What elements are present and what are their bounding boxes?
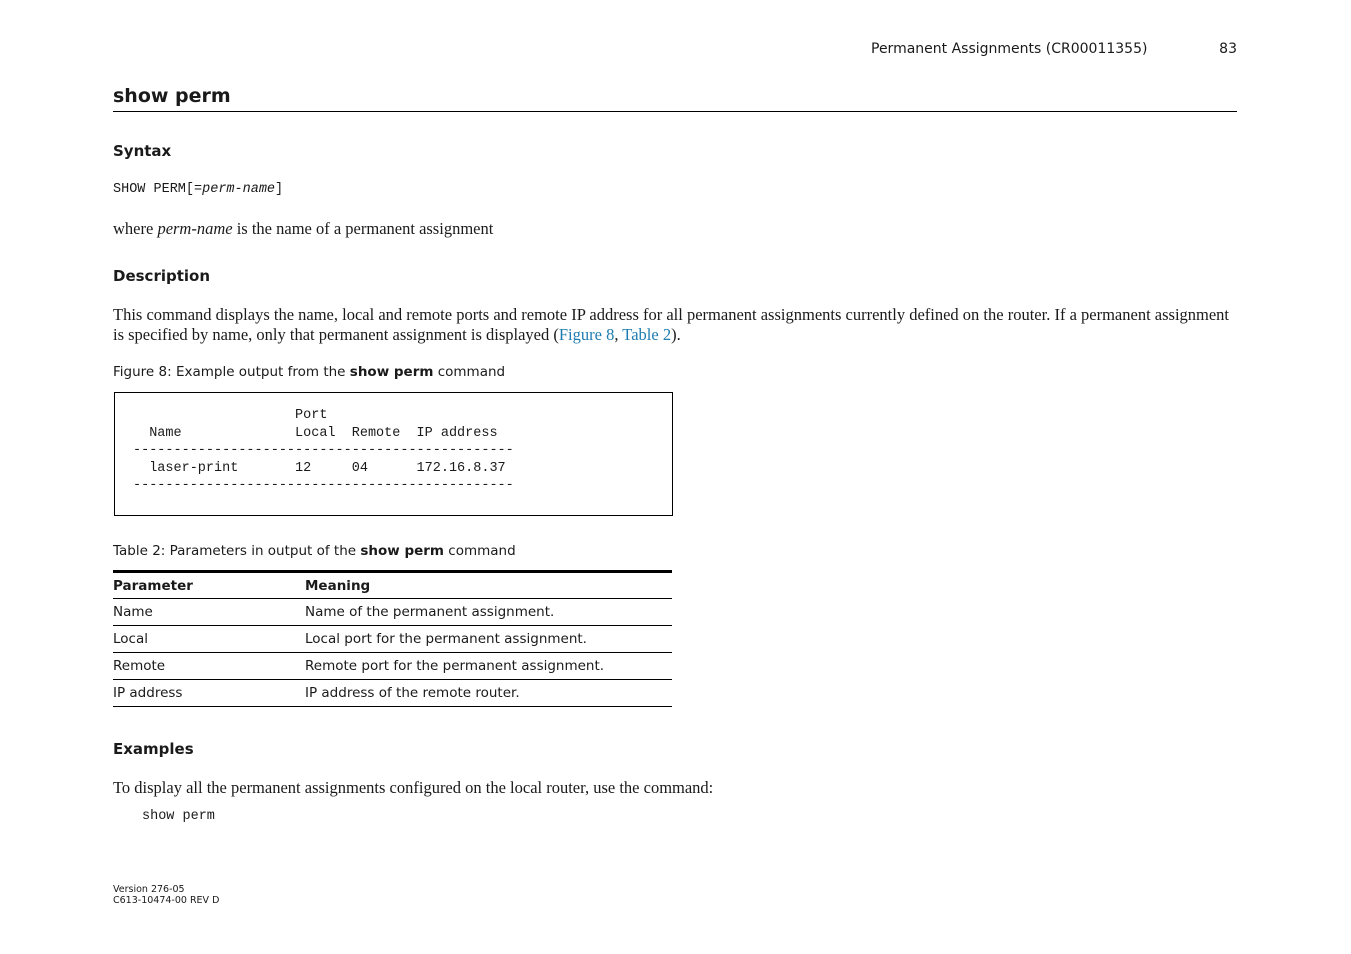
description-text-1: This command displays the name, local and remote ports and remote IP address for all permanent assignments currently defined on the router. If a permanent assignment is specified by name, only that permanent assignment is displayed ( [113, 305, 1230, 344]
examples-heading: Examples [113, 740, 194, 758]
table-row [113, 680, 672, 707]
table-row [113, 626, 672, 653]
table-header-parameter: Parameter [113, 572, 305, 599]
syntax-where [113, 219, 493, 239]
figure-caption [113, 364, 505, 380]
where-suffix: is the name of a permanent assignment [232, 219, 494, 238]
figure-caption-suffix: command [433, 364, 506, 380]
table-caption-bold: show perm [360, 543, 444, 559]
examples-text: To display all the permanent assignments configured on the local router, use the command: [113, 778, 714, 797]
footer [113, 884, 219, 906]
table-row [113, 653, 672, 680]
table-cell-parameter: IP address [113, 680, 305, 707]
figure-caption-bold: show perm [349, 364, 434, 380]
parameters-table [113, 570, 672, 707]
table-caption-suffix: command [444, 543, 516, 559]
table-header-meaning: Meaning [305, 572, 672, 599]
figure-output-text: Port Name Local Remote IP address ----------------------------------------------- laser-print 12 04 172.16.8.37 ----------------------------------------------- [133, 408, 514, 493]
table-cell-parameter: Name [113, 599, 305, 626]
example-command: show perm [142, 809, 215, 824]
table-caption-prefix: Table 2: Parameters in output of the [113, 543, 361, 559]
syntax-heading: Syntax [113, 142, 172, 160]
table-header-row [113, 572, 672, 599]
figure-8-link[interactable]: Figure 8 [558, 325, 615, 344]
title-rule [113, 111, 1237, 112]
figure-output-box [114, 392, 673, 516]
syntax-command-param: perm-name [202, 182, 276, 197]
syntax-command [113, 182, 283, 197]
where-prefix: where [113, 219, 158, 238]
figure-caption-prefix: Figure 8: Example output from the [113, 364, 350, 380]
table-caption [113, 543, 516, 559]
description-paragraph [113, 305, 1239, 345]
page-number: 83 [1219, 41, 1237, 57]
link-separator: , [614, 325, 623, 344]
footer-doc-id: C613-10474-00 REV D [113, 895, 220, 906]
table-cell-meaning: Local port for the permanent assignment. [305, 626, 672, 653]
description-text-2: ). [671, 325, 681, 344]
table-cell-parameter: Local [113, 626, 305, 653]
description-heading: Description [113, 267, 211, 285]
table-cell-meaning: IP address of the remote router. [305, 680, 672, 707]
running-header-title: Permanent Assignments (CR00011355) [871, 41, 1148, 57]
syntax-command-suffix: ] [275, 182, 284, 197]
section-title: show perm [113, 85, 231, 107]
footer-version: Version 276-05 [113, 884, 185, 895]
table-cell-meaning: Remote port for the permanent assignment. [305, 653, 672, 680]
syntax-command-prefix: SHOW PERM[= [113, 182, 203, 197]
where-param: perm-name [157, 219, 233, 238]
table-row [113, 599, 672, 626]
table-cell-meaning: Name of the permanent assignment. [305, 599, 672, 626]
table-2-link[interactable]: Table 2 [622, 325, 672, 344]
table-cell-parameter: Remote [113, 653, 305, 680]
